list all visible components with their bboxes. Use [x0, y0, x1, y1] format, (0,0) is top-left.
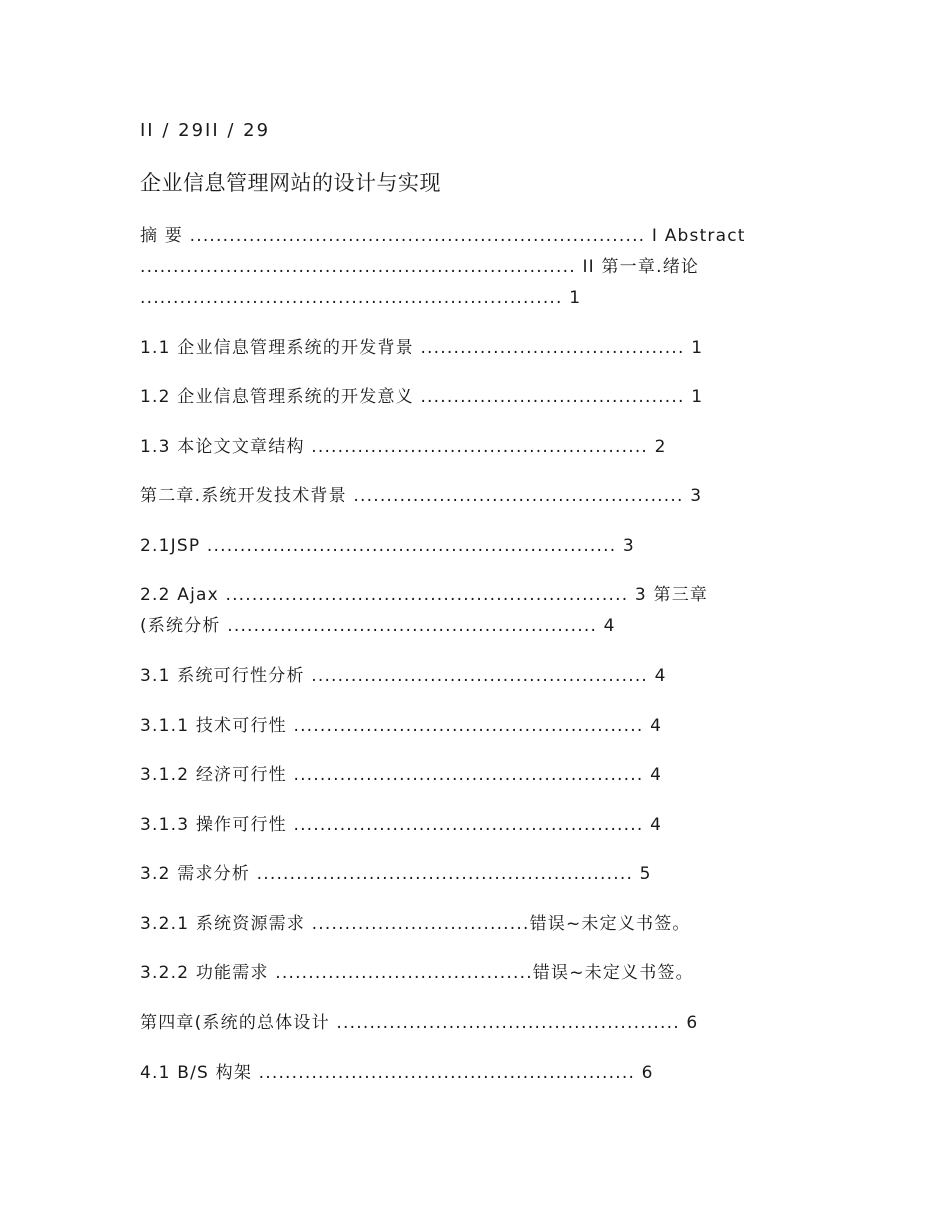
toc-line: 1.2 企业信息管理系统的开发意义 ........................................ 1	[140, 387, 704, 407]
toc-line: 4.1 B/S 构架 ......................................................... 6	[140, 1063, 654, 1083]
toc-line: 第二章.系统开发技术背景 .................................................. 3	[140, 486, 703, 506]
toc-line: 3.2.1 系统资源需求 .................................错误~未定义书签。	[140, 914, 691, 934]
toc-line: 摘 要 ..................................................................... I Abstract	[140, 226, 746, 246]
toc-line: 3.2.2 功能需求 .......................................错误~未定义书签。	[140, 963, 694, 983]
toc-line: 3.1.3 操作可行性 ..................................................... 4	[140, 815, 663, 835]
toc-line: (系统分析 ........................................................ 4	[140, 616, 616, 636]
toc-line: 1.3 本论文文章结构 ................................................... 2	[140, 437, 667, 457]
toc-line: 2.1JSP .............................................................. 3	[140, 536, 635, 556]
toc-line: 3.1.2 经济可行性 ..................................................... 4	[140, 765, 663, 785]
document-title: 企业信息管理网站的设计与实现	[140, 171, 441, 195]
page-header: II / 29II / 29	[140, 120, 271, 141]
toc-line: .................................................................. II 第一章.绪论	[140, 257, 700, 277]
toc-line: 2.2 Ajax ............................................................. 3 第三章	[140, 585, 709, 605]
toc-line: 3.2 需求分析 ......................................................... 5	[140, 864, 652, 884]
toc-line: 3.1.1 技术可行性 ..................................................... 4	[140, 716, 663, 736]
toc-line: ................................................................ 1	[140, 288, 582, 308]
toc-line: 1.1 企业信息管理系统的开发背景 ........................................ 1	[140, 338, 704, 358]
toc-line: 3.1 系统可行性分析 ................................................... 4	[140, 666, 667, 686]
toc-line: 第四章(系统的总体设计 .................................................... 6	[140, 1013, 699, 1033]
